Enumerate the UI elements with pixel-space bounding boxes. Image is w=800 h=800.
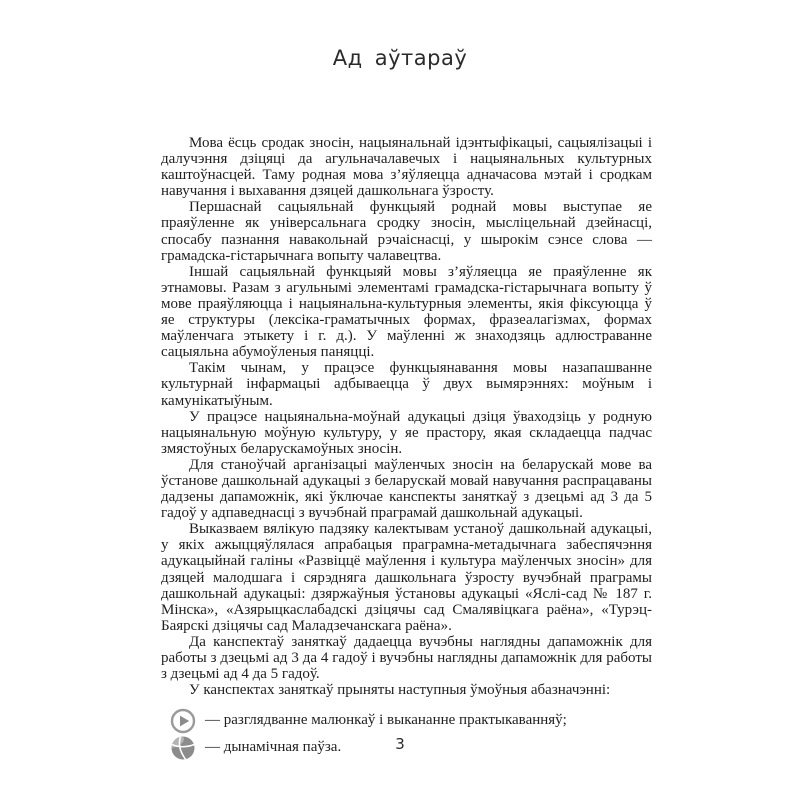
legend-item-label: — дынамічная паўза. [205,739,342,756]
paragraph: У працэсе нацыянальна-моўнай адукацыі дзіця ўваходзіць у родную нацыянальную моўную культуру, у яе прастору, якая складаецца падчас змястоўных беларускамоўных зносін. [161,408,652,457]
paragraph: Першаснай сацыяльнай функцыяй роднай мовы выступае яе праяўленне як універсальнага сродку зносін, мысліцельнай дзейнасці, спосабу пазнання навакольнай рэчаіснасці, у шырокім сэнсе слова — грамадска-гістарычнага вопыту чалавецтва. [161,199,652,264]
paragraph: Для станоўчай арганізацыі маўленчых зносін на беларускай мове ва ўстанове дашкольнай адукацыі з беларускай мовай навучання распрацаваны дадзены дапаможнік, які ўключае канспекты заняткаў з дзецьмі ад 3 да 5 гадоў у адпаведнасці з вучэбнай праграмай дашкольнай адукацыі. [161,456,652,522]
legend-item-label: — разглядванне малюнкаў і выкананне практыкаванняў; [205,712,567,729]
paragraph: Выказваем вялікую падзяку калектывам устаноў дашкольнай адукацыі, у якіх ажыццяўлялася апрабацыя праграмна-метадычнага забеспячэння адукацыйнай галіны «Развіццё маўлення і культура маўленчых зносін» для дзяцей малодшага і сярэдняга дашкольнага ўзросту вучэбнай праграмы дашкольнай адукацыі: дзяржаўныя ўстановы адукацыі «Яслі-сад № 187 г. Мінска», «Азярыцкаслабадскі дзіцячы сад Смалявіцкага раёна», «Турэц-Баярскі дзіцячы сад Маладзечанскага раёна». [161,521,652,634]
paragraph: Такім чынам, у працэсе функцыянавання мовы назапашванне культурнай інфармацыі адбываецца ў двух вымярэннях: моўным і камунікатыўным. [161,360,652,409]
page-title: Ад аўтараў [332,46,468,70]
page-number: 3 [395,735,405,753]
body-text [161,135,652,761]
play-icon [170,708,196,734]
legend-item [170,707,652,734]
paragraph: Іншай сацыяльнай функцыяй мовы з’яўляецца яе праяўленне як этнамовы. Разам з агульнымі элементамі грамадска-гістарычнага вопыту ў мове праяўляюцца і нацыянальна-культурныя элементы, якія фіксуюцца ў яе структуры (лексіка-граматычных формах, фразеалагізмах, формах маўленчага этыкету і г. д.). У маўленні ж знаходзяць адлюстраванне сацыяльна абумоўленыя паняцці. [161,263,652,361]
paragraph: У канспектах заняткаў прыняты наступныя ўмоўныя абазначэнні: [189,682,611,699]
paragraph: Мова ёсць сродак зносін, нацыянальнай ідэнтыфікацыі, сацыялізацыі і далучэння дзіцяці да агульначалавечых і нацыянальных культурных каштоўнасцей. Таму родная мова з’яўляецца адначасова мэтай і сродкам навучання і выхавання дзяцей дашкольнага ўзросту. [161,135,652,200]
paragraph: Да канспектаў заняткаў дадаецца вучэбны наглядны дапаможнік для работы з дзецьмі ад 3 да 4 гадоў і вучэбны наглядны дапаможнік для работы з дзецьмі ад 4 да 5 гадоў. [161,633,652,683]
